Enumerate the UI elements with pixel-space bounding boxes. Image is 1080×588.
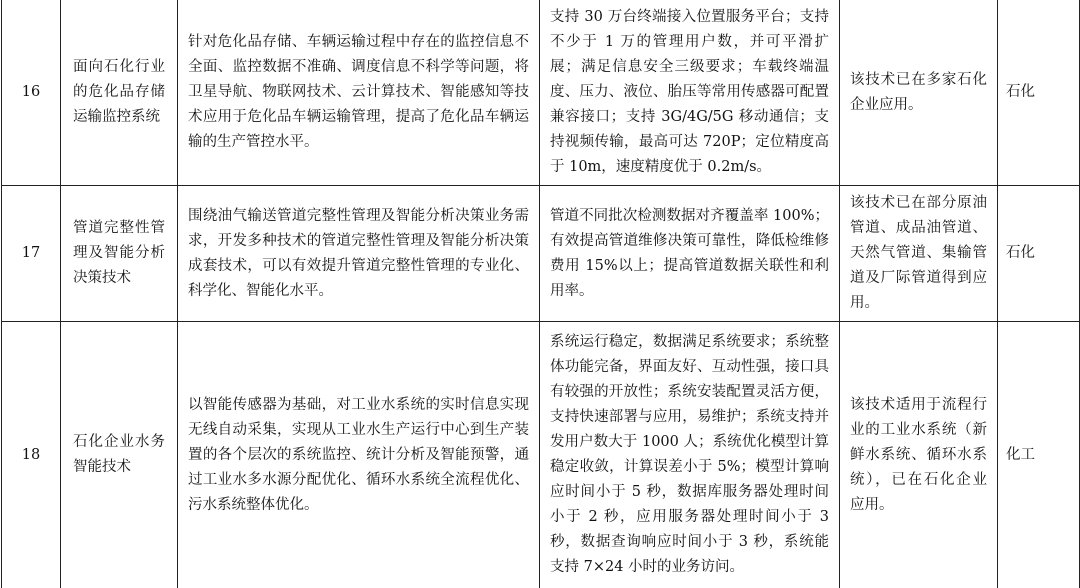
technology-content: 以智能传感器为基础，对工业水系统的实时信息实现无线自动采集，实现从工业水生产运行中心到生产装置的各个层次的系统监控、统计分析及智能预警，通过工业水多水源分配优化、循环水系统全流程优化、污水系统整体优化。 bbox=[178, 322, 540, 588]
technology-name: 石化企业水务智能技术 bbox=[61, 322, 178, 588]
application-status: 该技术已在部分原油管道、成品油管道、天然气管道、集输管道及厂际管道得到应用。 bbox=[840, 186, 998, 322]
technical-indicators: 管道不同批次检测数据对齐覆盖率 100%；有效提高管道维修决策可靠性，降低检维修费用 15%以上；提高管道数据关联性和利用率。 bbox=[540, 186, 840, 322]
table-row bbox=[2, 186, 1080, 322]
industry-category: 石化 bbox=[998, 186, 1080, 322]
application-status: 该技术适用于流程行业的工业水系统（新鲜水系统、循环水系统），已在石化企业应用。 bbox=[840, 322, 998, 588]
industry-category: 化工 bbox=[998, 322, 1080, 588]
table-row bbox=[2, 322, 1080, 588]
technical-indicators: 支持 30 万台终端接入位置服务平台；支持不少于 1 万的管理用户数，并可平滑扩展；满足信息安全三级要求；车载终端温度、压力、液位、胎压等常用传感器可配置兼容接口；支持 3G/4G/5G 移动通信；支持视频传输，最高可达 720P；定位精度高于 10m，速度精度优于 0.2m/s。 bbox=[540, 0, 840, 186]
technology-name: 管道完整性管理及智能分析决策技术 bbox=[61, 186, 178, 322]
application-status: 该技术已在多家石化企业应用。 bbox=[840, 0, 998, 186]
row-number: 16 bbox=[2, 0, 61, 186]
technology-catalog-table bbox=[1, 0, 1080, 588]
technology-content: 针对危化品存储、车辆运输过程中存在的监控信息不全面、监控数据不准确、调度信息不科学等问题，将卫星导航、物联网技术、云计算技术、智能感知等技术应用于危化品车辆运输管理，提高了危化品车辆运输的生产管控水平。 bbox=[178, 0, 540, 186]
technical-indicators: 系统运行稳定，数据满足系统要求；系统整体功能完备，界面友好、互动性强，接口具有较强的开放性；系统安装配置灵活方便，支持快速部署与应用，易维护；系统支持并发用户数大于 1000 人；系统优化模型计算稳定收敛，计算误差小于 5%；模型计算响应时间小于 5 秒，数据库服务器处理时间小于 2 秒，应用服务器处理时间小于 3 秒，数据查询响应时间小于 3 秒，系统能支持 7×24 小时的业务访问。 bbox=[540, 322, 840, 588]
technology-content: 围绕油气输送管道完整性管理及智能分析决策业务需求，开发多种技术的管道完整性管理及智能分析决策成套技术，可以有效提升管道完整性管理的专业化、科学化、智能化水平。 bbox=[178, 186, 540, 322]
table-row bbox=[2, 0, 1080, 186]
row-number: 17 bbox=[2, 186, 61, 322]
technology-name: 面向石化行业的危化品存储运输监控系统 bbox=[61, 0, 178, 186]
industry-category: 石化 bbox=[998, 0, 1080, 186]
row-number: 18 bbox=[2, 322, 61, 588]
